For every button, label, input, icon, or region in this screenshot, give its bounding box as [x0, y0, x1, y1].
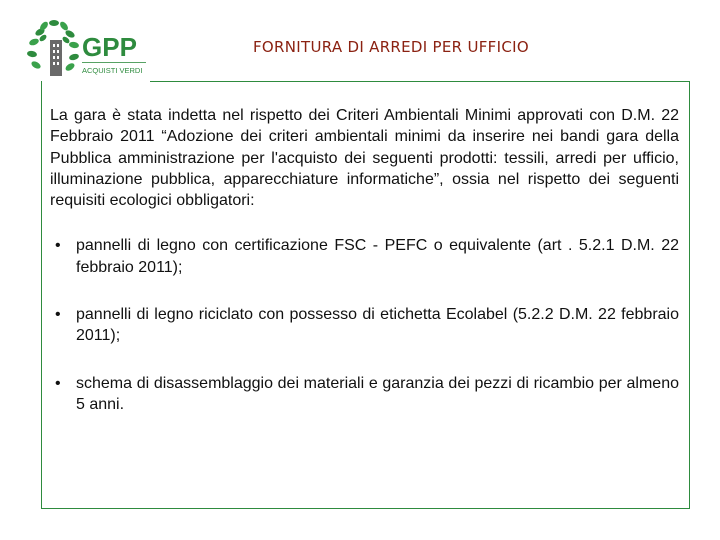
frame-right	[689, 81, 690, 509]
gpp-logo	[26, 18, 156, 82]
content-box	[50, 105, 679, 441]
list-item	[50, 235, 679, 278]
bullet: •	[55, 306, 61, 324]
page-title: FORNITURA DI ARREDI PER UFFICIO	[253, 38, 529, 56]
bullet: •	[55, 374, 61, 392]
frame-bottom	[41, 508, 690, 509]
intro-paragraph: La gara è stata indetta nel rispetto dei Criteri Ambientali Minimi approvati con D.M. 22 Febbraio 2011 “Adozione dei criteri ambientali minimi da inserire nei bandi gara della Pubblica amministrazione per l'acquisto dei seguenti prodotti: tessili, arredi per ufficio, illuminazione pubblica, apparecchiature informatiche”, ossia nel rispetto dei seguenti requisiti ecologici obbligatori:	[50, 107, 679, 210]
svg-text:ACQUISTI VERDI: ACQUISTI VERDI	[82, 66, 143, 75]
frame-left	[41, 81, 42, 509]
list-item	[50, 304, 679, 347]
svg-text:GPP: GPP	[82, 32, 137, 62]
list-item	[50, 373, 679, 416]
list-item-text: pannelli di legno riciclato con possesso di etichetta Ecolabel (5.2.2 D.M. 22 febbraio 2011);	[76, 306, 679, 345]
list-item-text: schema di disassemblaggio dei materiali e garanzia dei pezzi di ricambio per almeno 5 anni.	[76, 374, 679, 413]
bullet: •	[55, 237, 61, 255]
list-item-text: pannelli di legno con certificazione FSC - PEFC o equivalente (art . 5.2.1 D.M. 22 febbraio 2011);	[76, 237, 679, 276]
header-divider	[150, 81, 689, 82]
tree-icon	[26, 18, 156, 82]
requirements-list	[50, 235, 679, 415]
